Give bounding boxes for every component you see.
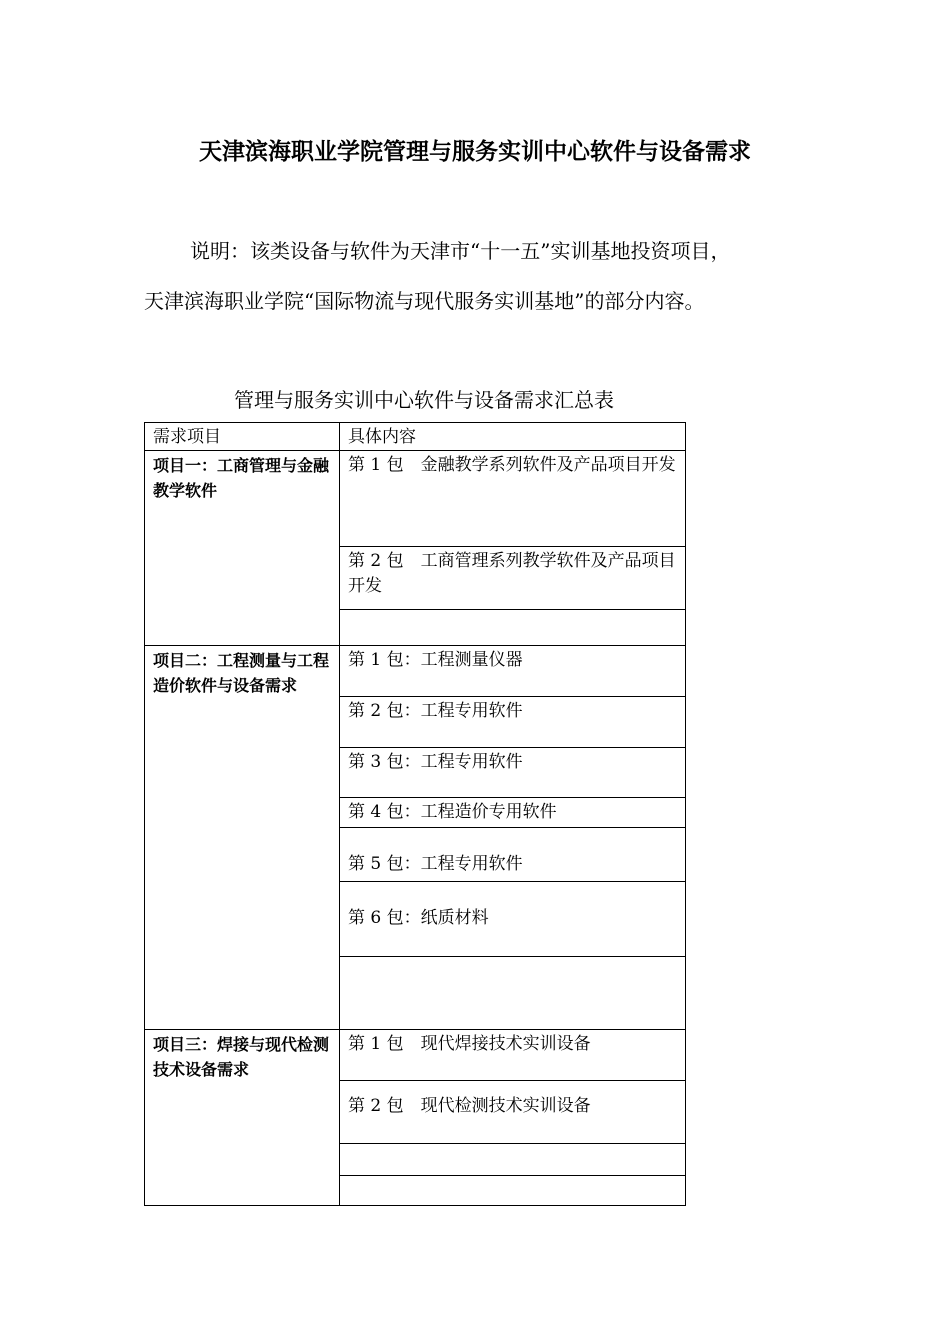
- project-2-name: 项目二：工程测量与工程造价软件与设备需求: [145, 646, 340, 1030]
- document-title: 天津滨海职业学院管理与服务实训中心软件与设备需求: [199, 139, 751, 165]
- project-2-package-3: 第 3 包：工程专用软件: [340, 748, 686, 798]
- table-caption: 管理与服务实训中心软件与设备需求汇总表: [234, 388, 614, 412]
- table-row: [145, 1030, 686, 1081]
- project-2-package-2: 第 2 包：工程专用软件: [340, 697, 686, 748]
- project-3-name: 项目三：焊接与现代检测技术设备需求: [145, 1030, 340, 1206]
- description-line-2: 天津滨海职业学院“国际物流与现代服务实训基地”的部分内容。: [144, 289, 705, 313]
- project-1-package-empty: [340, 610, 686, 646]
- table-header-row: [145, 423, 686, 451]
- project-3-package-1: 第 1 包 现代焊接技术实训设备: [340, 1030, 686, 1081]
- header-content: 具体内容: [340, 423, 686, 451]
- project-2-package-6: 第 6 包：纸质材料: [340, 882, 686, 957]
- project-1-package-2: 第 2 包 工商管理系列教学软件及产品项目开发: [340, 547, 686, 610]
- project-2-package-5: 第 5 包：工程专用软件: [340, 828, 686, 882]
- project-3-package-2: 第 2 包 现代检测技术实训设备: [340, 1081, 686, 1144]
- project-2-package-1: 第 1 包：工程测量仪器: [340, 646, 686, 697]
- project-3-package-empty-1: [340, 1144, 686, 1176]
- project-1-name: 项目一：工商管理与金融教学软件: [145, 451, 340, 646]
- project-3-package-empty-2: [340, 1176, 686, 1206]
- project-1-package-1: 第 1 包 金融教学系列软件及产品项目开发: [340, 451, 686, 547]
- description-line-1: 说明：该类设备与软件为天津市“十一五”实训基地投资项目，: [190, 239, 731, 263]
- requirements-summary-table: [144, 422, 686, 1206]
- header-demand-item: 需求项目: [145, 423, 340, 451]
- project-2-package-4: 第 4 包：工程造价专用软件: [340, 798, 686, 828]
- project-2-package-empty: [340, 957, 686, 1030]
- table-row: [145, 646, 686, 697]
- table-row: [145, 451, 686, 547]
